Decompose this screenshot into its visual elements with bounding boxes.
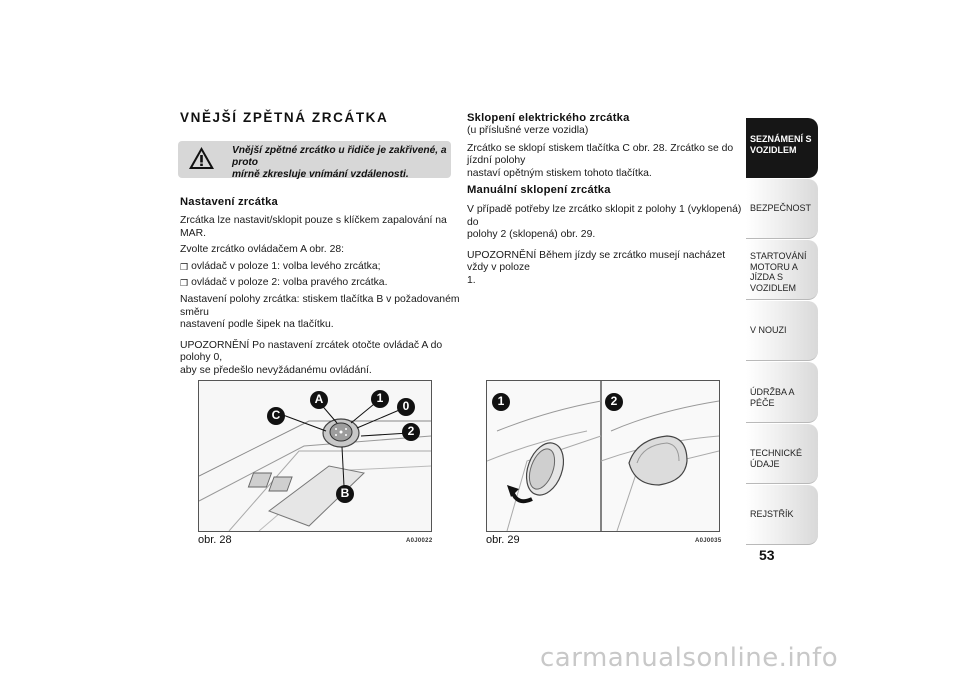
callout-label: 2 (610, 394, 618, 408)
bullet-item (180, 277, 470, 290)
figure-28-mirror-switch (198, 380, 432, 532)
paragraph (467, 204, 742, 242)
tab-label: TECHNICKÉ ÚDAJE (750, 448, 803, 469)
paragraph (180, 294, 470, 332)
warning-box (178, 141, 451, 178)
warning-triangle-icon (188, 146, 215, 170)
section-heading: VNĚJŠÍ ZPĚTNÁ ZRCÁTKA (180, 110, 389, 125)
callout-2 (402, 423, 420, 446)
warning-line: Vnější zpětné zrcátko u řidiče je zakřivené, a proto (232, 145, 447, 168)
paragraph-line: 1. (467, 274, 476, 286)
figure-29-mirror-fold (486, 380, 720, 532)
paragraph: Zvolte zrcátko ovládačem A obr. 28: (180, 244, 345, 256)
figure-29-caption: obr. 29 (486, 534, 520, 546)
mirror-fold-illustration (487, 381, 719, 531)
sidebar-tab-emergency[interactable] (746, 301, 818, 361)
sidebar-tab-vehicle-intro[interactable] (746, 118, 818, 178)
warning-line: mírně zkresluje vnímání vzdálenosti. (232, 169, 409, 180)
callout-label: A (314, 392, 324, 406)
adjust-text-block (180, 215, 470, 378)
watermark: carmanualsonline.info (540, 643, 839, 673)
version-note: (u příslušné verze vozidla) (467, 125, 589, 136)
figure-28-caption: obr. 28 (198, 534, 232, 546)
checkbox-bullet-icon: ❒ (180, 278, 189, 289)
callout-label: 1 (376, 391, 384, 405)
tab-label: V NOUZI (750, 325, 787, 335)
callout-label: C (271, 408, 281, 422)
warning-text (232, 145, 447, 181)
sidebar-tab-index[interactable] (746, 485, 818, 545)
subheading-adjust: Nastavení zrcátka (180, 196, 278, 208)
tab-label: VOZIDLEM (750, 282, 797, 293)
callout-c (267, 407, 285, 430)
paragraph (467, 143, 737, 181)
sidebar-tab-safety[interactable] (746, 179, 818, 239)
callout-label: 1 (497, 394, 505, 408)
callout-2 (605, 393, 623, 416)
paragraph-line: polohy 2 (sklopená) obr. 29. (467, 229, 596, 241)
tab-label: VOZIDLEM (750, 144, 797, 155)
bullet-text: ovládač v poloze 2: volba pravého zrcátka. (191, 277, 388, 289)
sidebar-tab-starting-driving[interactable] (746, 240, 818, 300)
callout-b (336, 485, 354, 508)
paragraph-line: Zrcátko se sklopí stiskem tlačítka C obr. 28. Zrcátko se do jízdní polohy (467, 142, 734, 167)
bullet-text: ovládač v poloze 1: volba levého zrcátka; (191, 260, 381, 272)
bullet-item (180, 261, 470, 274)
subheading-manual-fold: Manuální sklopení zrcátka (467, 184, 611, 196)
figure-28-code: A0J0022 (406, 538, 433, 544)
tab-label: SEZNÁMENÍ S (750, 134, 812, 144)
sidebar-tab-technical-data[interactable] (746, 424, 818, 484)
callout-1 (492, 393, 510, 416)
checkbox-bullet-icon: ❒ (180, 261, 189, 272)
tab-label: STARTOVÁNÍ (750, 251, 807, 261)
callout-a (310, 391, 328, 414)
tab-label: ÚDRŽBA A PÉČE (750, 387, 795, 408)
callout-1 (371, 390, 389, 413)
callout-0 (397, 398, 415, 421)
tab-label: BEZPEČNOST (750, 203, 812, 213)
callout-label: 2 (407, 424, 415, 438)
paragraph-line: aby se předešlo nevyžádanému ovládání. (180, 364, 372, 376)
tab-label: MOTORU A JÍZDA S (750, 261, 798, 282)
sidebar-tab-maintenance[interactable] (746, 362, 818, 423)
tab-label: REJSTŘÍK (750, 509, 794, 519)
paragraph-line: UPOZORNĚNÍ Po nastavení zrcátek otočte ovládač A do polohy 0, (180, 339, 443, 364)
fold-text-block (467, 125, 737, 180)
paragraph-line: V případě potřeby lze zrcátko sklopit z polohy 1 (vyklopená) do (467, 204, 742, 228)
subheading-electric-fold: Sklopení elektrického zrcátka (467, 112, 630, 124)
paragraph-warning (180, 340, 470, 378)
paragraph-line: nastaví opětným stiskem tohoto tlačítka. (467, 167, 652, 179)
callout-label: B (340, 486, 350, 500)
paragraph: Zrcátka lze nastavit/sklopit pouze s klíčkem zapalování na MAR. (180, 215, 447, 239)
paragraph-line: nastavení podle šipek na tlačítku. (180, 319, 334, 331)
paragraph-line: Nastavení polohy zrcátka: stiskem tlačítka B v požadovaném směru (180, 293, 460, 318)
callout-label: 0 (402, 399, 410, 413)
page-number: 53 (759, 547, 775, 563)
paragraph-line: UPOZORNĚNÍ Během jízdy se zrcátko musejí nacházet vždy v poloze (467, 249, 726, 274)
manual-text-block (467, 204, 742, 288)
paragraph-warning (467, 250, 742, 288)
figure-29-code: A0J0035 (695, 538, 722, 544)
